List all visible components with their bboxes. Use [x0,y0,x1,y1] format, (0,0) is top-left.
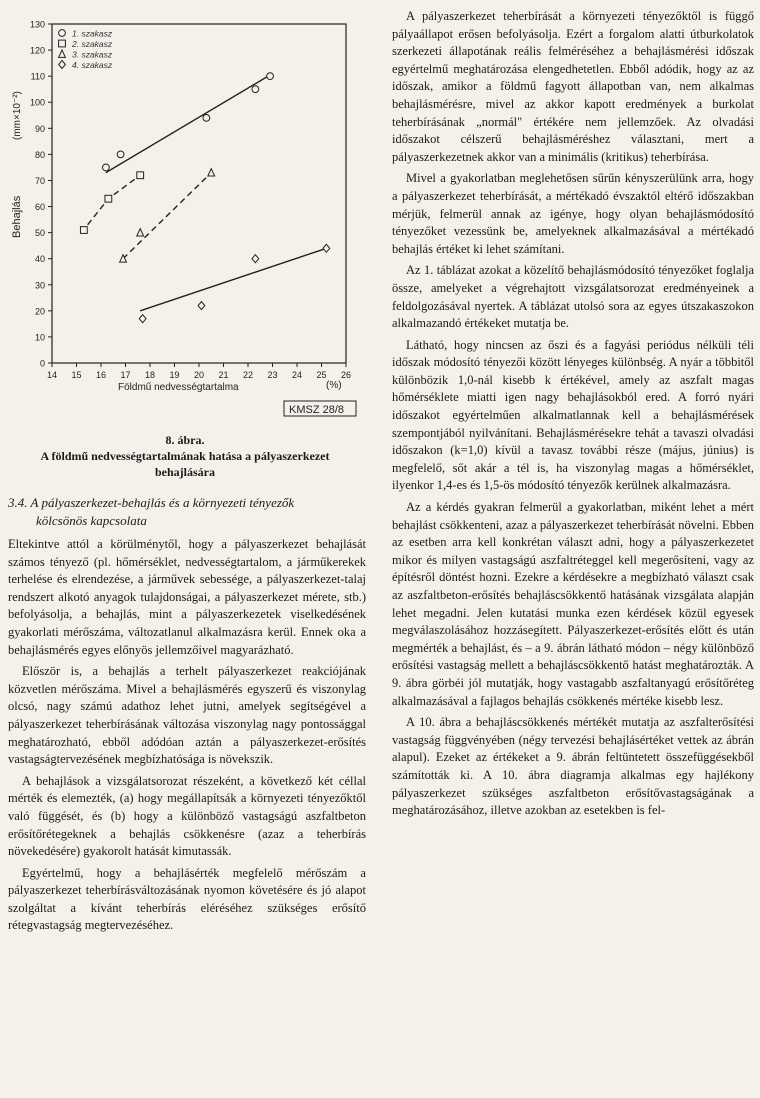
x-tick-label: 17 [120,370,131,380]
y-tick-label: 30 [34,280,45,291]
figure-caption-line1: A földmű nedvességtartalmának hatása a pályaszerkezet [40,449,330,463]
x-tick-label: 24 [291,370,303,380]
figure-caption-number: 8. ábra. [165,433,205,447]
x-tick-label: 22 [242,370,254,380]
stamp-label: KMSZ 28/8 [289,404,345,416]
paragraph: Eltekintve attól a körülménytől, hogy a pályaszerkezet behajlását számos tényező (pl. hőmérséklet, nedvességtartalom, a járműkerekek terhelése és elrendezése, a járművek sebessége, a pályaszerkezet-talaj rendszert alkotó anyagok tulajdonságai, a pályaszerkezet mérete, stb.) befolyásolja, a behajlás, mint a pályaszerkezetek viselkedésének gyakorlati mérőszáma, változatlanul alkalmazásra kerül. Ennek oka a behajlásmérés egyes előnyös jellemzőivel magyarázható. [8,537,366,657]
series-3-line [123,173,211,259]
paragraph: Az 1. táblázat azokat a közelítő behajlásmódosító tényezőket foglalja össze, amelyeket a végrehajtott vizsgálatsorozat eredményeinek a feldolgozásával nyertek. A táblázat utolsó sora az egyes útszakaszokon alkalmazandó értékeket mutatja be. [392,263,754,331]
legend-label: 4. szakasz [72,60,113,70]
y-axis-unit: (mm×10⁻²) [12,91,23,140]
series-1-point [267,73,274,80]
deflection-chart [0,0,370,425]
series-4-point [323,244,330,252]
section-heading [8,494,368,530]
y-tick-label: 50 [34,228,45,239]
paragraph: A 10. ábra a behajláscsökkenés mértékét mutatja az aszfalterősítési vastagság függvényében (négy tervezési behajlásértéket vettek az ábrán alapul). Ezeket az értékeket a 9. ábrán feltüntetett összefüggésekből számították ki. A 10. ábra diagramja alkalmas egy hajlékony pályaszerkezet szükséges aszfaltbeton erősítővastagságának a meghatározásához, illetve azokban az esetekben is fel- [392,715,754,818]
series-1-line [106,74,273,173]
series-4-line [140,248,326,310]
y-tick-label: 130 [29,19,45,30]
legend-label: 3. szakasz [72,49,113,60]
y-tick-label: 90 [34,123,45,134]
series-2-point [137,172,144,179]
series-1-point [252,86,259,93]
x-axis-unit: (%) [326,380,342,391]
series-1-point [117,151,124,158]
series-4-point [139,315,146,323]
legend-label: 2. szakasz [72,39,113,49]
figure-8 [0,0,370,425]
paragraph: A pályaszerkezet teherbírását a környezeti tényezőktől is függő pályaállapot erősen befolyásolja. Ezért a forgalom alatti útburkolatok szerkezeti állapotának reális felméréséhez a behajlásmérési időszak egyértelmű meghatározása elengedhetetlen. Ebből adódik, hogy az az időszak, amikor a földmű fagyott állapotban van, nem alkalmas behajlásmérésre, mivel az akkor kapott eredmények a burkolat teherbírásának „normál" értékére nem jellemzőek. Az olvadási időszakot célszerű behajlásméréshez választani, mert a pályaszerkezetnek akkor van a minimális (kritikus) teherbírása. [392,9,754,164]
x-tick-label: 19 [169,370,180,380]
y-axis-label: Behajlás [11,195,23,238]
y-tick-label: 80 [34,149,45,160]
right-body-text [392,8,754,824]
x-tick-label: 14 [46,370,58,380]
legend-marker [59,50,66,57]
series-4-point [252,255,259,263]
paragraph: A behajlások a vizsgálatsorozat részeként, a következő két céllal mérték és elemezték, (a) hogy megállapítsák a környezeti tényezőktől való függését, és (b) hogy a különböző vastagságú aszfaltbeton erősítőrétegeknek a behajlás csökkenésre (azaz a teherbírás növekedésére) gyakorolt hatását kimutassák. [8,773,366,859]
y-tick-label: 120 [29,45,45,56]
y-tick-label: 70 [34,175,45,186]
paragraph: Mivel a gyakorlatban meglehetősen sűrűn kényszerülünk arra, hogy a pályaszerkezet teherbírását, a mértékadó évszaktól eltérő időszakban mérjük, felmerül annak az igénye, hogy olyan behajlásmódosító tényezőket vezessünk be, amelyeknek alkalmazásával a mértékadó behajlás értéket ki lehet számítani. [392,171,754,256]
y-tick-label: 40 [34,254,45,265]
y-tick-label: 60 [34,202,45,213]
x-tick-label: 15 [71,370,82,380]
series-2-line [81,175,140,232]
paragraph: Az a kérdés gyakran felmerül a gyakorlatban, miként lehet a mért behajlást csökkenteni, azaz a pályaszerkezet teherbírását növelni. Ebben az esetben arra kell konkrétan választ adni, hogy a pályaszerkezetet mikor és milyen vastagságú aszfaltréteggel kell megerősíteni, vagy az építésről döntést hozni. Ezekre a kérdésekre a megbízható választ csak az aszfaltbeton-erősítés behajláscsökkentő hatásának vizsgálata alapján lehet megadni. Jelen kutatási munka ezen kérdések közül egyesek megválaszolásához hozzásegített. Pályaszerkezet-erősítés előtt és után megmérték a behajlást, és – a 9. ábrán látható módon – négy különböző erősítési vastagság mellett a behajláscsökkentő hatást meghatározták. A 9. ábra görbéi jól mutatják, hogy vastagabb aszfaltanyagú erősítőréteg alkalmazásával a fajlagos behajlás csökkenés mértéke kisebb lesz. [392,500,754,708]
legend-marker [59,40,66,47]
series-3-point [137,229,144,236]
x-tick-label: 18 [144,370,156,380]
x-axis-label: Földmű nedvességtartalma [118,382,239,393]
section-heading-line1: 3.4. A pályaszerkezet-behajlás és a környezeti tényezők [8,495,295,510]
series-1-point [103,164,110,171]
legend-marker [59,61,66,69]
x-tick-label: 21 [218,370,229,380]
series-2-point [80,227,87,234]
left-body-text [8,536,366,939]
y-tick-label: 0 [39,358,45,369]
paragraph: Egyértelmű, hogy a behajlásérték megfelelő mérőszám a pályaszerkezet teherbírásváltozásának nyomon követésére és jó alapot szolgáltat a kívánt teherbírás eléréséhez szükséges erősítő rétegvastagság megtervezéséhez. [8,865,366,933]
series-4-point [198,302,205,310]
y-tick-label: 20 [34,306,45,317]
paragraph: Látható, hogy nincsen az őszi és a fagyási periódus nélküli téli időszak módosító tényezői között lényeges különbség. A nyár a többitől különbözik 1,0-nál kisebb k értékével, amely az aszfalt magas hőmérséklete miatti igen nagy behajlásokból ered. A forró nyári időszakot egyértelműen alkalmatlannak kell a behajlásmérések szempontjából nyilvánítani. Behajlásmérésekre tehát a tavaszi olvadási időszakon (k=1,0) kívül a tavasz további része (május, június) is megfelelő, sőt akár a tél is, ha viszonylag magas a hőmérséklet, ilyenkor 1,4-es és 1,5-ös módosító tényezők kerülnek alkalmazásra. [392,337,754,493]
figure-caption-line2: behajlására [155,465,215,479]
figure-caption [0,432,370,480]
x-tick-label: 16 [95,370,107,380]
paragraph: Először is, a behajlás a terhelt pályaszerkezet reakciójának közvetlen mérőszáma. Mivel a behajlásmérés egyszerű és viszonylag olcsó, nagy számú adathoz lehet jutni, amelyek segítségével a pályaszerkezet teherbírásának változása viszonylag nagy pontossággal meghatározható, ebből adódóan aztán a pályaszerkezet-erősítés vastagságtervezésének megbízhatósága is növekszik. [8,664,366,767]
y-tick-label: 110 [30,71,45,82]
x-tick-label: 26 [340,370,352,380]
legend-label: 1. szakasz [72,28,113,39]
x-tick-label: 23 [267,370,278,380]
y-tick-label: 10 [34,332,45,343]
series-3-point [208,169,215,176]
legend-marker [59,30,66,37]
plot-frame [52,24,346,363]
y-tick-label: 100 [29,97,45,108]
x-tick-label: 25 [316,370,327,380]
series-1-point [203,114,210,121]
series-2-point [105,195,112,202]
x-tick-label: 20 [193,370,205,380]
section-heading-line2: kölcsönös kapcsolata [36,513,147,528]
